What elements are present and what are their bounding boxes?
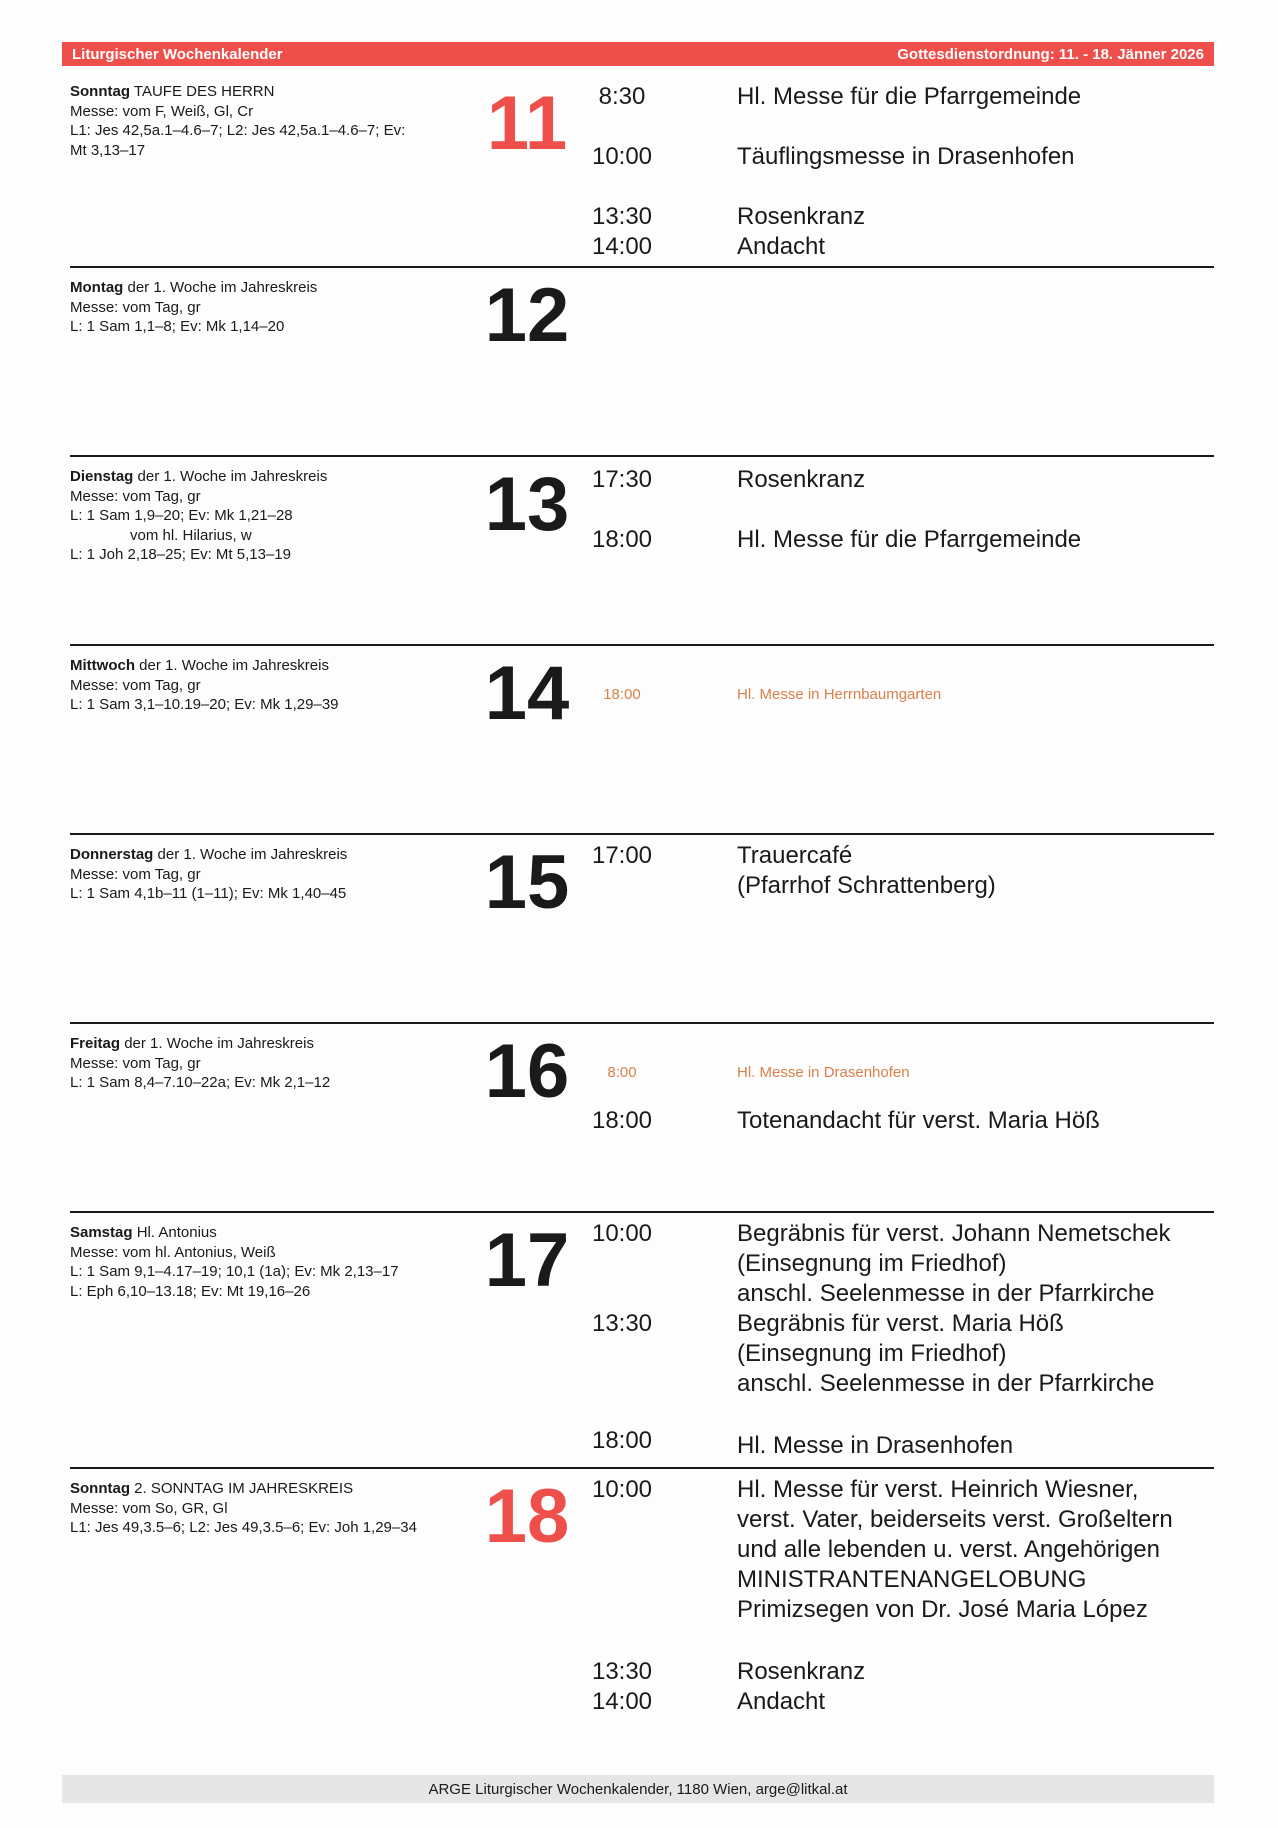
event-time: 18:00	[603, 686, 641, 703]
day-info	[70, 82, 470, 160]
reading-line: L: Eph 6,10–13.18; Ev: Mt 19,16–26	[70, 1282, 311, 1300]
event-text: Hl. Messe in Drasenhofen	[737, 1432, 1014, 1459]
day-title: der 1. Woche im Jahreskreis	[139, 657, 329, 674]
reading-line: L: 1 Sam 4,1b–11 (1–11); Ev: Mk 1,40–45	[70, 885, 347, 902]
calendar-header	[62, 42, 1214, 66]
event-text: und alle lebenden u. verst. Angehörigen	[737, 1536, 1160, 1563]
reading-line: L: 1 Sam 3,1–10.19–20; Ev: Mk 1,29–39	[70, 696, 339, 713]
event-text: Rosenkranz	[737, 466, 866, 493]
day-title: der 1. Woche im Jahreskreis	[127, 279, 318, 296]
event-time: 18:00	[591, 1427, 653, 1454]
day-info	[70, 467, 470, 565]
event-text: Begräbnis für verst. Maria Höß	[737, 1310, 1064, 1337]
mass-line: Messe: vom Tag, gr	[70, 298, 201, 316]
reading-line: L: 1 Sam 8,4–7.10–22a; Ev: Mk 2,1–12	[70, 1074, 331, 1091]
footer	[62, 1775, 1214, 1803]
day-number: 11	[486, 81, 568, 166]
mass-line: Messe: vom hl. Antonius, Weiß	[70, 1243, 276, 1261]
event-time: 17:00	[591, 842, 653, 869]
event-time: 18:00	[591, 1107, 653, 1134]
mass-line: Messe: vom So, GR, Gl	[70, 1499, 228, 1517]
event-time: 17:30	[591, 466, 653, 493]
event-text: Rosenkranz	[737, 203, 866, 230]
event-text: Hl. Messe in Drasenhofen	[737, 1064, 910, 1081]
header-title: Liturgischer Wochenkalender	[72, 45, 283, 63]
reading-line: L: 1 Sam 1,9–20; Ev: Mk 1,21–28	[70, 507, 293, 524]
day-number: 17	[484, 1218, 570, 1303]
event-text: Hl. Messe in Herrnbaumgarten	[737, 686, 942, 703]
day-title: TAUFE DES HERRN	[133, 83, 275, 100]
divider	[70, 833, 1214, 835]
event-time: 14:00	[591, 233, 653, 260]
divider	[70, 1467, 1214, 1469]
event-text: Andacht	[737, 233, 826, 260]
day-info	[70, 656, 470, 715]
day-number: 16	[484, 1029, 570, 1114]
event-time: 10:00	[591, 1476, 653, 1503]
event-text: anschl. Seelenmesse in der Pfarrkirche	[737, 1280, 1155, 1307]
mass-line: Messe: vom Tag, gr	[70, 487, 201, 505]
event-text: (Einsegnung im Friedhof)	[737, 1250, 1007, 1277]
day-number: 15	[484, 840, 570, 925]
event-text: MINISTRANTENANGELOBUNG	[737, 1566, 1087, 1593]
event-text: Totenandacht für verst. Maria Höß	[737, 1107, 1100, 1134]
event-text: anschl. Seelenmesse in der Pfarrkirche	[737, 1370, 1155, 1397]
event-time: 8:30	[598, 83, 646, 110]
event-text: Primizsegen von Dr. José Maria López	[737, 1596, 1148, 1623]
day-number: 12	[484, 273, 570, 358]
event-time: 13:30	[591, 203, 653, 230]
day-info	[70, 1479, 470, 1538]
mass-line: Messe: vom Tag, gr	[70, 676, 201, 694]
day-info	[70, 278, 470, 337]
event-text: Rosenkranz	[737, 1658, 866, 1685]
event-text: Andacht	[737, 1688, 826, 1715]
event-text: (Pfarrhof Schrattenberg)	[737, 872, 996, 899]
event-text: Hl. Messe für die Pfarrgemeinde	[737, 83, 1082, 110]
event-text: Täuflingsmesse in Drasenhofen	[737, 143, 1075, 170]
event-time: 13:30	[591, 1310, 653, 1337]
event-text: Trauercafé	[737, 842, 853, 869]
day-number: 18	[484, 1474, 570, 1559]
event-time: 8:00	[607, 1064, 637, 1081]
weekday: Sonntag	[70, 1480, 130, 1497]
weekday: Freitag	[70, 1035, 121, 1052]
day-title: der 1. Woche im Jahreskreis	[137, 468, 328, 485]
weekday: Sonntag	[70, 83, 130, 100]
reading-line: Mt 3,13–17	[70, 141, 146, 159]
day-info	[70, 1223, 470, 1301]
memorial-line: vom hl. Hilarius, w	[130, 526, 252, 544]
event-time: 13:30	[591, 1658, 653, 1685]
event-time: 10:00	[591, 1220, 653, 1247]
day-title: der 1. Woche im Jahreskreis	[157, 846, 348, 863]
reading-line: L1: Jes 49,3.5–6; L2: Jes 49,3.5–6; Ev: Joh 1,29–34	[70, 1519, 417, 1536]
reading-line: L1: Jes 42,5a.1–4.6–7; L2: Jes 42,5a.1–4.6–7; Ev:	[70, 122, 406, 139]
weekday: Mittwoch	[70, 657, 135, 674]
event-time: 10:00	[591, 143, 653, 170]
day-info	[70, 1034, 470, 1093]
event-text: Hl. Messe für verst. Heinrich Wiesner,	[737, 1476, 1139, 1503]
weekday: Donnerstag	[70, 846, 154, 863]
reading-line: L: 1 Sam 1,1–8; Ev: Mk 1,14–20	[70, 318, 285, 335]
footer-text: ARGE Liturgischer Wochenkalender, 1180 Wien, arge@litkal.at	[428, 1780, 848, 1798]
reading-line: L: 1 Sam 9,1–4.17–19; 10,1 (1a); Ev: Mk 2,13–17	[70, 1263, 399, 1280]
reading-line: L: 1 Joh 2,18–25; Ev: Mt 5,13–19	[70, 546, 291, 563]
divider	[70, 1022, 1214, 1024]
event-text: Hl. Messe für die Pfarrgemeinde	[737, 526, 1082, 553]
weekday: Montag	[70, 279, 124, 296]
event-text: (Einsegnung im Friedhof)	[737, 1340, 1007, 1367]
day-info	[70, 845, 470, 904]
mass-line: Messe: vom F, Weiß, Gl, Cr	[70, 102, 254, 120]
header-date-range: Gottesdienstordnung: 11. - 18. Jänner 2026	[897, 45, 1204, 63]
day-title: Hl. Antonius	[136, 1224, 217, 1241]
day-number: 14	[484, 651, 570, 736]
divider	[70, 1211, 1214, 1213]
weekday: Dienstag	[70, 468, 134, 485]
mass-line: Messe: vom Tag, gr	[70, 1054, 201, 1072]
day-number: 13	[484, 462, 570, 547]
mass-line: Messe: vom Tag, gr	[70, 865, 201, 883]
divider	[70, 266, 1214, 268]
event-text: verst. Vater, beiderseits verst. Großeltern	[737, 1506, 1173, 1533]
event-text: Begräbnis für verst. Johann Nemetschek	[737, 1220, 1171, 1247]
day-title: 2. SONNTAG IM JAHRESKREIS	[134, 1480, 354, 1497]
event-time: 18:00	[591, 526, 653, 553]
divider	[70, 455, 1214, 457]
weekday: Samstag	[70, 1224, 133, 1241]
event-time: 14:00	[591, 1688, 653, 1715]
divider	[70, 644, 1214, 646]
day-title: der 1. Woche im Jahreskreis	[124, 1035, 314, 1052]
